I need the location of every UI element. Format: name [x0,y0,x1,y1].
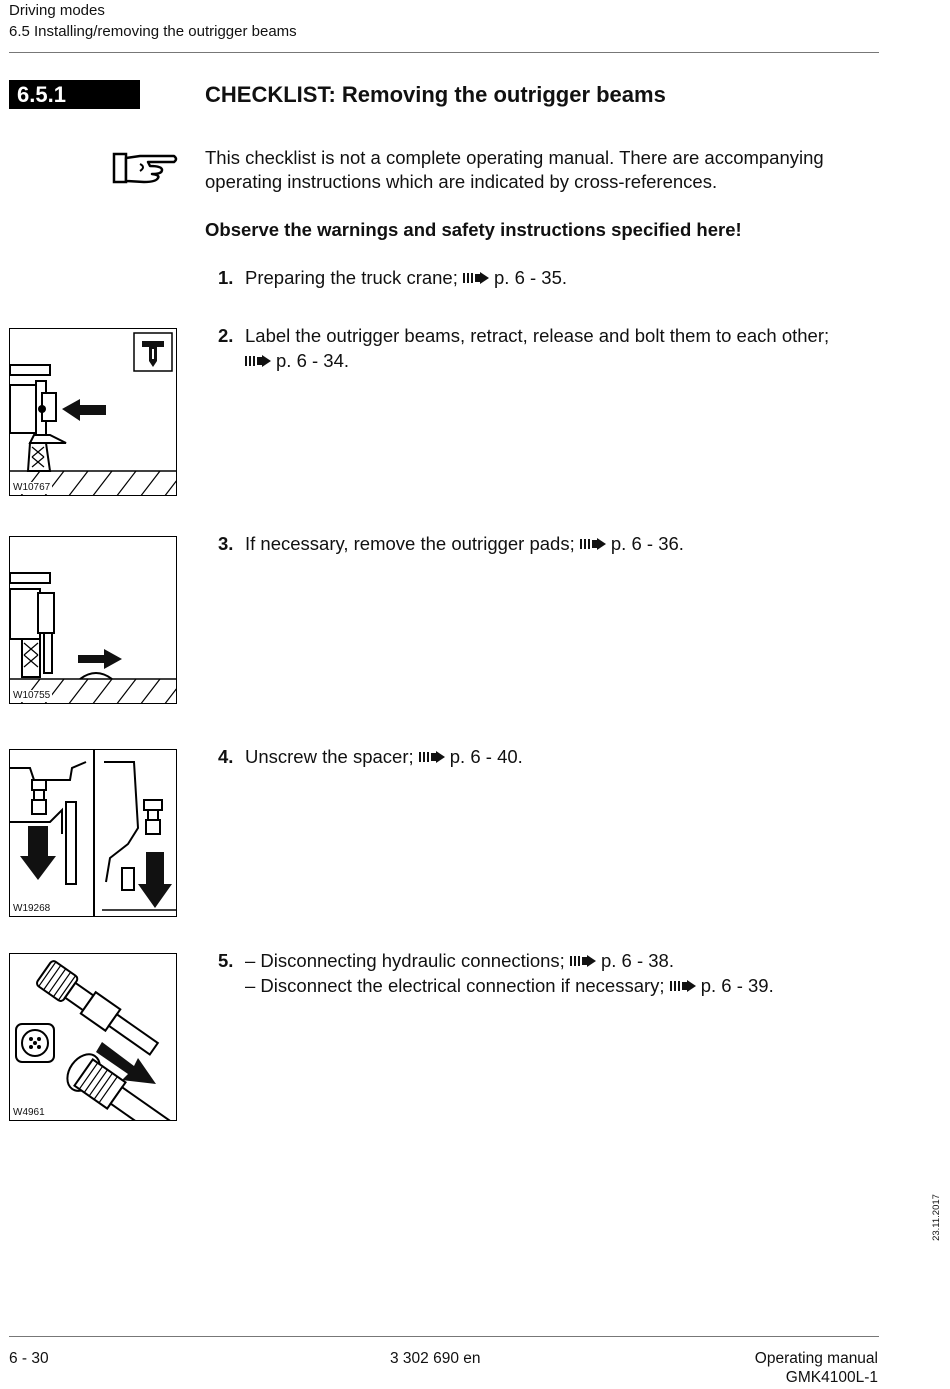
step-number: 1. [218,267,234,288]
step-text: If necessary, remove the outrigger pads; [245,533,575,554]
step-reference-link[interactable]: p. 6 - 35. [494,267,568,288]
step-number: 5. [218,950,234,971]
step-4 [218,745,898,770]
connections-figure [9,953,177,1121]
cross-reference-arrow-icon [670,980,696,992]
step-text: Preparing the truck crane; [245,267,458,288]
spacer-unscrew-figure [9,749,177,917]
step-number: 4. [218,746,234,767]
outrigger-retract-figure [9,328,177,496]
warning-text: Observe the warnings and safety instructions specified here! [205,219,742,240]
step-text: Label the outrigger beams, retract, release and bolt them to each other; [245,325,830,346]
cross-reference-arrow-icon [419,751,445,763]
step-reference-link[interactable]: p. 6 - 39. [700,974,774,996]
step-1 [218,266,898,291]
page-title: CHECKLIST: Removing the outrigger beams [205,82,666,107]
cross-reference-arrow-icon [463,272,489,284]
cross-reference-arrow-icon [245,355,271,367]
step-reference-link[interactable]: p. 6 - 38. [600,950,674,971]
figure-label: W10767 [13,482,51,493]
step-reference-link[interactable]: p. 6 - 36. [610,533,684,554]
step-text: – Disconnect the electrical connection if necessary; [245,974,665,996]
outrigger-pad-figure [9,536,177,704]
note-text: This checklist is not a complete operating manual. There are accompanying operating instructions which are indicated by cross-references. [205,147,824,192]
step-3 [218,532,898,557]
page-number: 6 - 30 [9,1350,49,1367]
header-section: 6.5 Installing/removing the outrigger beams [9,23,297,40]
document-number: 3 302 690 en [390,1350,481,1367]
figure-label: W19268 [13,903,51,914]
step-number: 3. [218,533,234,554]
cross-reference-arrow-icon [580,538,606,550]
step-text: – Disconnecting hydraulic connections; [245,950,565,971]
step-5 [218,949,898,998]
manual-title: Operating manual [754,1350,878,1367]
header-chapter: Driving modes [9,2,105,19]
figure-label: W10755 [13,690,51,701]
figure-label: W4961 [13,1107,45,1118]
cross-reference-arrow-icon [570,955,596,967]
document-date: 23.11.2017 [930,1194,942,1241]
section-number: 6.5.1 [9,80,140,109]
footer-rule [9,1336,879,1337]
step-text: Unscrew the spacer; [245,746,414,767]
manual-model: GMK4100L-1 [785,1369,878,1386]
header-rule [9,52,879,53]
pointing-hand-icon [110,150,180,186]
step-reference-link[interactable]: p. 6 - 34. [276,349,350,371]
step-reference-link[interactable]: p. 6 - 40. [449,746,523,767]
step-number: 2. [218,325,234,346]
step-2 [218,324,898,373]
